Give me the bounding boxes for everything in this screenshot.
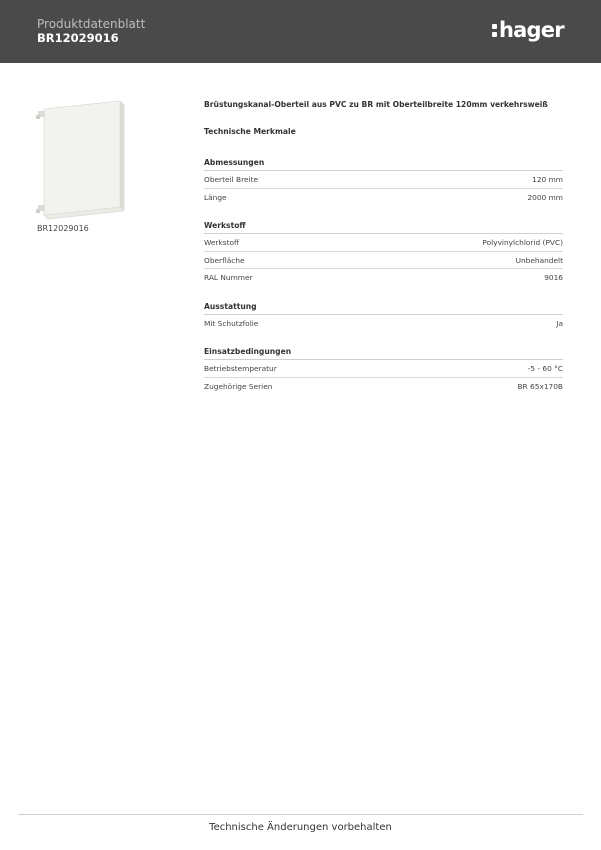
section-einsatzbedingungen bbox=[204, 345, 563, 394]
row-value: BR 65x170B bbox=[517, 381, 563, 391]
logo-text: hager bbox=[499, 18, 564, 42]
page-header bbox=[0, 0, 601, 63]
section-title: Einsatzbedingungen bbox=[204, 345, 563, 360]
row-label: Mit Schutzfolie bbox=[204, 319, 259, 328]
table-row bbox=[204, 378, 563, 395]
logo-colon-icon bbox=[492, 20, 498, 40]
row-value: Polyvinylchlorid (PVC) bbox=[482, 238, 563, 247]
row-label: Werkstoff bbox=[204, 238, 240, 247]
row-label: Oberfläche bbox=[204, 255, 245, 265]
document-type: Produktdatenblatt bbox=[37, 17, 146, 31]
footer-divider bbox=[18, 814, 583, 815]
row-label: Betriebstemperatur bbox=[204, 364, 277, 373]
row-label: Länge bbox=[204, 192, 227, 202]
table-row bbox=[204, 269, 563, 286]
section-heading: Technische Merkmale bbox=[204, 127, 296, 136]
row-value: 120 mm bbox=[532, 175, 563, 184]
section-abmessungen bbox=[204, 156, 563, 205]
table-row bbox=[204, 315, 563, 332]
footer-note: Technische Änderungen vorbehalten bbox=[209, 822, 392, 833]
row-value: Ja bbox=[556, 319, 563, 328]
section-ausstattung bbox=[204, 300, 563, 332]
table-row bbox=[204, 252, 563, 270]
row-value: -5 - 60 °C bbox=[527, 364, 563, 373]
image-caption: BR12029016 bbox=[37, 224, 89, 233]
table-row bbox=[204, 234, 563, 252]
row-value: 2000 mm bbox=[527, 192, 563, 202]
hager-logo bbox=[492, 17, 564, 43]
table-row bbox=[204, 189, 563, 206]
section-title: Werkstoff bbox=[204, 219, 563, 234]
section-title: Ausstattung bbox=[204, 300, 563, 315]
row-label: Zugehörige Serien bbox=[204, 381, 273, 391]
table-row bbox=[204, 171, 563, 189]
row-label: Oberteil Breite bbox=[204, 175, 258, 184]
document-id: BR12029016 bbox=[37, 31, 119, 45]
section-werkstoff bbox=[204, 219, 563, 286]
row-value: Unbehandelt bbox=[515, 255, 563, 265]
table-row bbox=[204, 360, 563, 378]
row-value: 9016 bbox=[544, 273, 563, 282]
product-title: Brüstungskanal-Oberteil aus PVC zu BR mit Oberteilbreite 120mm verkehrsweiß bbox=[204, 100, 548, 109]
section-title: Abmessungen bbox=[204, 156, 563, 171]
row-label: RAL Nummer bbox=[204, 273, 253, 282]
product-image bbox=[34, 97, 129, 223]
